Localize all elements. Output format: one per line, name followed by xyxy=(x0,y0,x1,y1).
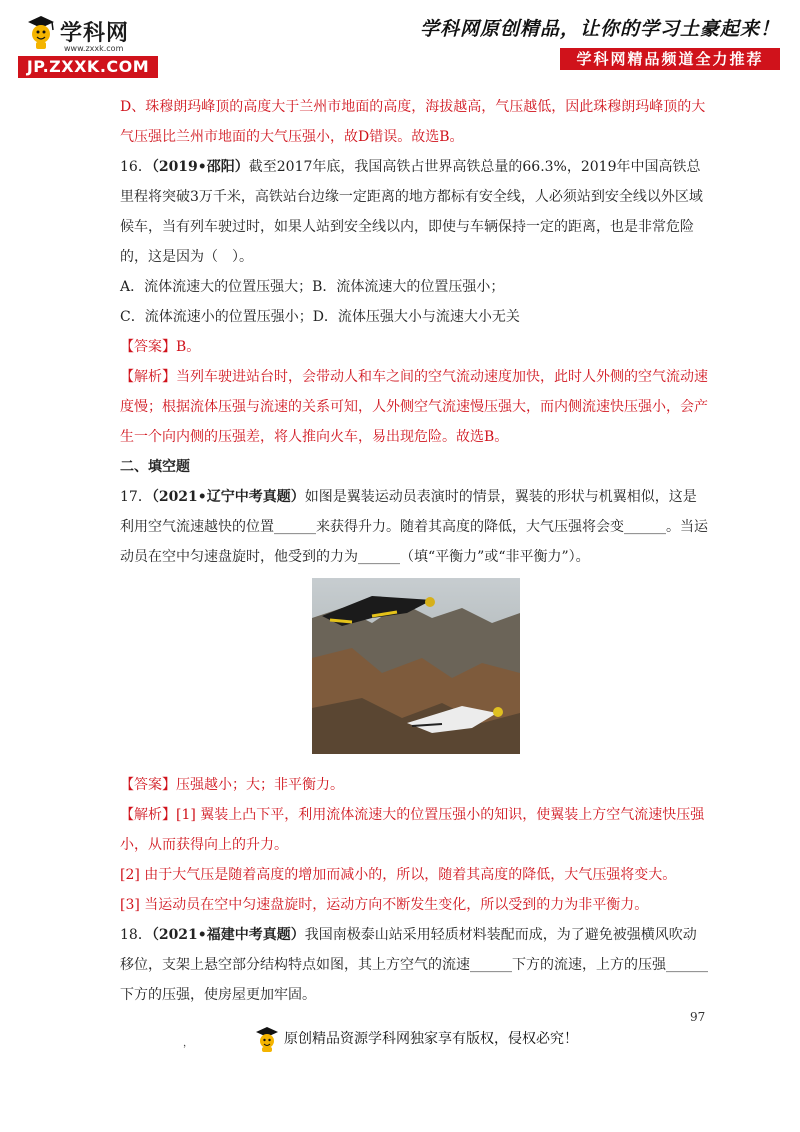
channel-banner: 学科网精品频道全力推荐 xyxy=(560,48,780,70)
document-body xyxy=(120,92,710,1010)
question-17-explanation-2: [2] 由于大气压是随着高度的增加而减小的，所以，随着其高度的降低，大气压强将变大。 xyxy=(120,867,677,883)
question-source: （2019•邵阳） xyxy=(151,159,249,175)
answer-text: 压强越小；大；非平衡力。 xyxy=(176,777,344,793)
question-number: 18． xyxy=(120,927,152,943)
copyright-text: 原创精品资源学科网独家享有版权，侵权必究！ xyxy=(284,1031,578,1047)
question-16-options-ab: A．流体流速大的位置压强大；B．流体流速大的位置压强小； xyxy=(120,279,505,295)
question-17-answer xyxy=(120,770,710,800)
figure-container xyxy=(120,578,710,764)
question-text: 如图是翼装运动员表演时的情景，翼装的形状与机翼相似，这是利用空气流速越快的位置______来获得升力。随着其高度的降低，大气压强将会变______。当运动员在空中匀速盘旋时，他受到的力为______（填“平衡力”或“非平衡力”）。 xyxy=(120,489,708,565)
question-text: 我国南极泰山站采用轻质材料装配而成，为了避免被强横风吹动移位，支架上悬空部分结构特点如图，其上方空气的流速______下方的流速，上方的压强______下方的压强，使房屋更加牢固。 xyxy=(120,927,708,1003)
explanation-continued: D、珠穆朗玛峰顶的高度大于兰州市地面的高度，海拔越高，气压越低，因此珠穆朗玛峰顶的大气压强比兰州市地面的大气压强小，故D错误。故选B。 xyxy=(120,99,706,145)
logo-text: 学科网 xyxy=(60,21,130,46)
question-16-explanation xyxy=(120,362,710,452)
question-source: （2021•福建中考真题） xyxy=(151,927,305,943)
question-text: 截至2017年底，我国高铁占世界高铁总量的66.3%，2019年中国高铁总里程将突破3万千米，高铁站台边缘一定距离的地方都标有安全线，人必须站到安全线以外区域候车，当有列车驶过时，如果人站到安全线以内，即使与车辆保持一定的距离，也是非常危险的，这是因为（ ）。 xyxy=(120,159,703,265)
section-heading: 二、填空题 xyxy=(120,459,190,475)
question-17 xyxy=(120,482,710,572)
site-logo[interactable] xyxy=(18,10,158,76)
footer-copyright xyxy=(254,1024,578,1054)
page-number: 97 xyxy=(690,1010,706,1024)
question-source: （2021•辽宁中考真题） xyxy=(151,489,305,505)
logo-url: www.zxxk.com xyxy=(64,44,124,53)
mascot-icon xyxy=(26,14,56,50)
answer-label: 【答案】 xyxy=(120,339,176,355)
question-18 xyxy=(120,920,710,1010)
question-number: 17． xyxy=(120,489,152,505)
header-slogan: 学科网原创精品，让你的学习土豪起来！ xyxy=(419,18,780,40)
answer-label: 【答案】 xyxy=(120,777,176,793)
question-17-explanation-1 xyxy=(120,800,710,860)
question-number: 16． xyxy=(120,159,152,175)
explanation-text: 当列车驶进站台时，会带动人和车之间的空气流动速度加快，此时人外侧的空气流动速度慢；根据流体压强与流速的关系可知，人外侧空气流速慢压强大，而内侧流速快压强小，会产生一个向内侧的压强差，将人推向火车，易出现危险。故选B。 xyxy=(120,369,708,445)
footer-mark: ， xyxy=(183,1038,193,1049)
question-16-answer xyxy=(120,332,710,362)
question-16 xyxy=(120,152,710,272)
explanation-text: [1] 翼装上凸下平，利用流体流速大的位置压强小的知识，使翼装上方空气流速快压强小，从而获得向上的升力。 xyxy=(120,807,705,853)
explanation-label: 【解析】 xyxy=(120,807,176,823)
question-17-explanation-3: [3] 当运动员在空中匀速盘旋时，运动方向不断发生变化，所以受到的力为非平衡力。 xyxy=(120,897,649,913)
mascot-icon xyxy=(254,1025,280,1053)
wingsuit-photo xyxy=(312,578,520,754)
answer-text: B。 xyxy=(176,339,201,355)
logo-bar: JP.ZXXK.COM xyxy=(18,56,158,78)
question-16-options-cd: C．流体流速小的位置压强小；D．流体压强大小与流速大小无关 xyxy=(120,309,520,325)
explanation-label: 【解析】 xyxy=(120,369,176,385)
